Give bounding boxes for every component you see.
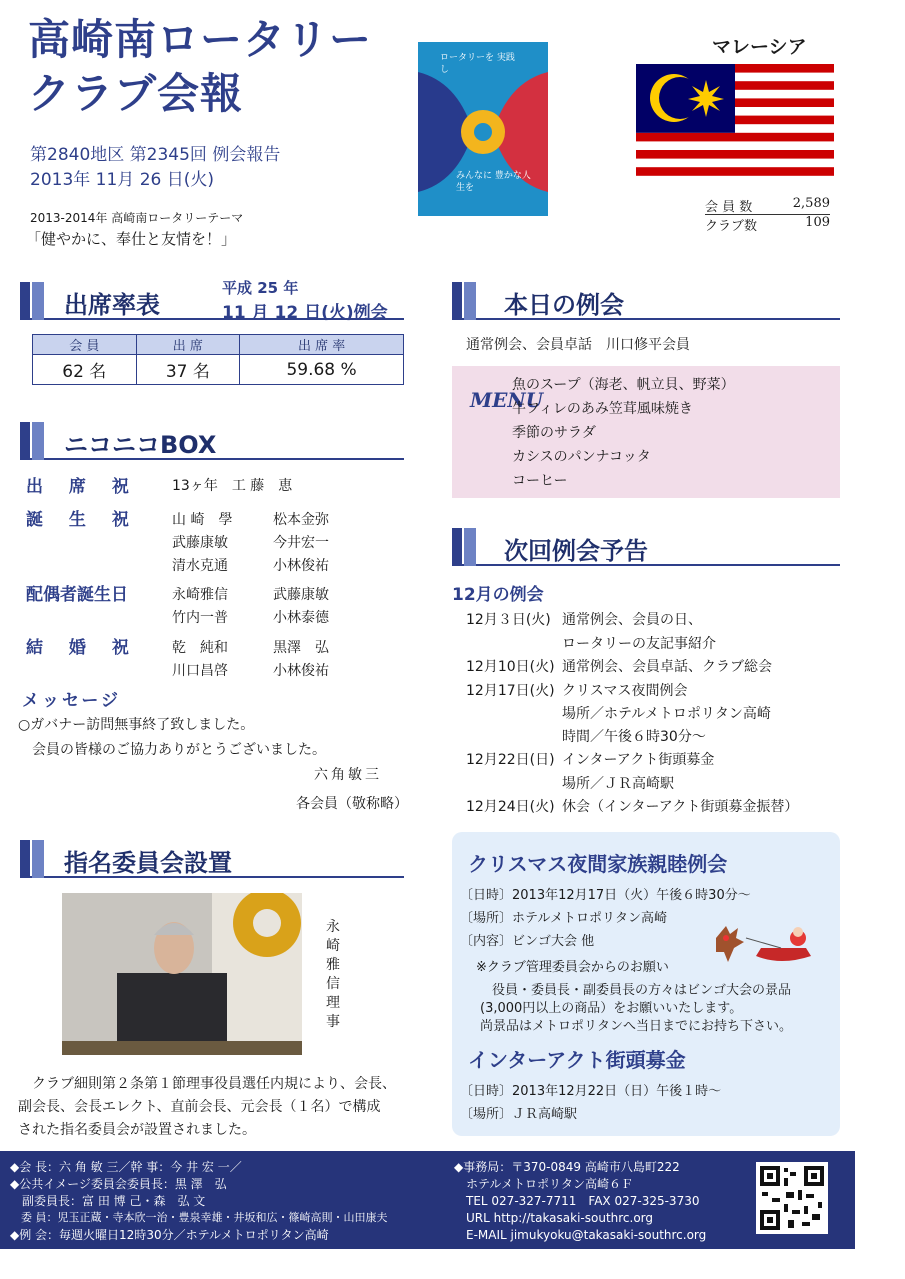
nikoniko-entry: 清水克通 <box>172 558 228 574</box>
attendance-table <box>32 334 404 385</box>
nikoniko-entry: 小林俊祐 <box>273 663 329 679</box>
menu-item: 季節のサラダ <box>512 425 596 441</box>
next-section-header <box>452 528 840 566</box>
menu-item: 魚のスープ（海老、帆立貝、野菜） <box>512 377 735 393</box>
clubs-label: クラブ数 <box>705 219 758 234</box>
christmas-line: 〔内容〕ビンゴ大会 他 <box>460 934 595 949</box>
nikoniko-entry: 乾 純和 <box>172 640 228 656</box>
christmas-line: 役員・委員長・副委員長の方々はビンゴ大会の景品 <box>492 983 792 998</box>
attendance-title: 出席率表 <box>64 291 160 319</box>
nikoniko-entry: 黒澤 弘 <box>273 640 329 656</box>
attendance-header: 出 席 <box>136 335 240 355</box>
christmas-line: (3,000円以上の商品）をお願いいたします。 <box>480 1001 743 1016</box>
message-line1: ○ガバナー訪問無事終了致しました。 <box>18 717 255 733</box>
message-addressees: 各会員（敬称略） <box>296 796 408 812</box>
theme-text: 「健やかに、奉仕と友情を！」 <box>26 230 237 248</box>
christmas-title: クリスマス夜間家族親睦例会 <box>468 852 728 876</box>
nikoniko-section-header <box>20 422 404 460</box>
nominating-section-header <box>20 840 404 878</box>
attendance-celebration-label: 出 席 祝 <box>26 477 139 497</box>
nikoniko-entry: 武藤康敏 <box>273 587 329 603</box>
footer-right-line: ◆事務局：〒370-0849 高崎市八島町222 <box>454 1160 680 1174</box>
clubs-value: 109 <box>805 215 830 230</box>
message-signature: 六角敏三 <box>314 767 382 783</box>
nominating-body-line3: された指名委員会が設置されました。 <box>18 1122 256 1138</box>
nikoniko-title: ニコニコBOX <box>64 431 217 459</box>
christmas-line: ※クラブ管理委員会からのお願い <box>476 960 669 975</box>
schedule-date: 12月10日(火) <box>466 659 555 675</box>
footer-right-line: URL http://takasaki-southrc.org <box>454 1211 654 1225</box>
interact-title: インターアクト街頭募金 <box>468 1048 686 1072</box>
speaker-name-vertical: 永崎雅信理事 <box>326 919 340 1030</box>
christmas-line: 〔場所〕ホテルメトロポリタン高崎 <box>460 911 667 926</box>
schedule-text: ロータリーの友記事紹介 <box>562 636 716 652</box>
nikoniko-entry: 松本金弥 <box>273 512 329 528</box>
santa-sleigh-icon <box>706 918 826 968</box>
message-line2: 会員の皆様のご協力ありがとうございました。 <box>32 742 326 758</box>
interact-line: 〔場所〕ＪＲ高崎駅 <box>460 1107 578 1122</box>
rotary-theme-poster <box>418 42 548 216</box>
footer-left-line: 副委員長：富 田 博 己・森 弘 文 <box>10 1194 206 1208</box>
christmas-line: 尚景品はメトロポリタンへ当日までにお持ち下さい。 <box>480 1019 793 1034</box>
schedule-date: 12月24日(火) <box>466 799 555 815</box>
attendance-value: 62 名 <box>33 355 137 385</box>
nikoniko-entry: 小林俊祐 <box>273 558 329 574</box>
birthday-label: 誕 生 祝 <box>26 510 139 530</box>
nikoniko-entry: 13ヶ年 工 藤 恵 <box>172 478 293 494</box>
schedule-date: 12月３日(火) <box>466 612 551 628</box>
menu-label: MENU <box>470 388 544 412</box>
today-title: 本日の例会 <box>504 291 624 319</box>
footer-right-line: ホテルメトロポリタン高崎６Ｆ <box>454 1177 634 1191</box>
schedule-date: 12月17日(火) <box>466 683 555 699</box>
speaker-photo <box>62 893 302 1055</box>
menu-box <box>452 366 840 498</box>
attendance-date-line1: 平成 25 年 <box>222 279 299 297</box>
theme-label: 2013-2014年 高崎南ロータリーテーマ <box>30 211 244 225</box>
schedule-text: 通常例会、会員の日、 <box>562 612 702 628</box>
members-label: 会 員 数 <box>705 200 753 215</box>
today-section-header <box>452 282 840 320</box>
members-value: 2,589 <box>792 196 830 211</box>
wedding-label: 結 婚 祝 <box>26 638 139 658</box>
meeting-info: 第2840地区 第2345回 例会報告 <box>30 145 281 165</box>
attendance-value: 37 名 <box>136 355 240 385</box>
meeting-date: 2013年 11月 26 日(火) <box>30 170 215 190</box>
christmas-line: 〔日時〕2013年12月17日（火）午後６時30分～ <box>460 888 751 903</box>
nominating-body-line2: 副会長、会長エレクト、直前会長、元会長（１名）で構成 <box>18 1099 381 1115</box>
schedule-date: 12月22日(日) <box>466 752 555 768</box>
attendance-header: 出 席 率 <box>240 335 404 355</box>
schedule-text: インターアクト街頭募金 <box>562 752 715 768</box>
schedule-text: クリスマス夜間例会 <box>562 683 688 699</box>
footer-left-line: ◆例 会：毎週火曜日12時30分／ホテルメトロポリタン高崎 <box>10 1228 329 1242</box>
spouse-birthday-label: 配偶者誕生日 <box>26 585 128 605</box>
footer-right-line: E-MAIL jimukyoku@takasaki-southrc.org <box>454 1228 707 1242</box>
country-name: マレーシア <box>712 36 807 58</box>
today-description: 通常例会、会員卓話 川口修平会員 <box>466 337 690 353</box>
newsletter-title-line1: 高崎南ロータリー <box>28 15 373 64</box>
nikoniko-entry: 小林泰德 <box>273 610 329 626</box>
nominating-title: 指名委員会設置 <box>64 849 232 877</box>
country-stats <box>705 196 830 233</box>
attendance-value: 59.68 % <box>240 355 404 385</box>
schedule-text: 場所／ホテルメトロポリタン高崎 <box>562 706 771 722</box>
footer-left-line: ◆会 長：六 角 敏 三／幹 事：今 井 宏 一／ <box>10 1160 242 1174</box>
interact-line: 〔日時〕2013年12月22日（日）午後１時～ <box>460 1084 722 1099</box>
nikoniko-entry: 永崎雅信 <box>172 587 228 603</box>
nominating-body-line1: クラブ細則第２条第１節理事役員選任内規により、会長、 <box>32 1076 396 1092</box>
footer-left-line: ◆公共イメージ委員会委員長：黒 澤 弘 <box>10 1177 227 1191</box>
attendance-header: 会 員 <box>33 335 137 355</box>
schedule-text: 通常例会、会員卓話、クラブ総会 <box>562 659 772 675</box>
message-label: メッセージ <box>22 691 121 711</box>
next-title: 次回例会予告 <box>504 537 648 565</box>
nikoniko-entry: 山 崎 學 <box>172 512 233 528</box>
newsletter-title-line2: クラブ会報 <box>28 69 244 118</box>
nikoniko-entry: 今井宏一 <box>273 535 329 551</box>
qr-code-icon <box>756 1162 828 1234</box>
next-month-title: 12月の例会 <box>452 585 544 605</box>
menu-item: カシスのパンナコッタ <box>512 449 651 465</box>
attendance-date-line2: 11 月 12 日(火)例会 <box>222 303 388 323</box>
schedule-text: 休会（インターアクト街頭募金振替） <box>562 799 799 815</box>
poster-bottom-text: みんなに 豊かな人生を <box>456 171 531 193</box>
nikoniko-entry: 武藤康敏 <box>172 535 228 551</box>
schedule-text: 時間／午後６時30分～ <box>562 729 706 745</box>
footer-left-line: 委 員：児玉正蔵・寺本欣一治・豊泉幸雄・井坂和広・篠崎高則・山田康夫 <box>10 1211 388 1224</box>
nikoniko-entry: 川口昌啓 <box>172 663 228 679</box>
nikoniko-entry: 竹内一普 <box>172 610 228 626</box>
menu-item: 牛フィレのあみ笠茸風味焼き <box>512 401 693 417</box>
poster-top-text: ロータリーを 実践し <box>440 53 515 75</box>
menu-item: コーヒー <box>512 473 568 489</box>
malaysia-flag <box>636 64 834 184</box>
footer-right-line: TEL 027-327-7711 FAX 027-325-3730 <box>454 1194 700 1208</box>
schedule-text: 場所／ＪＲ高崎駅 <box>562 776 674 792</box>
